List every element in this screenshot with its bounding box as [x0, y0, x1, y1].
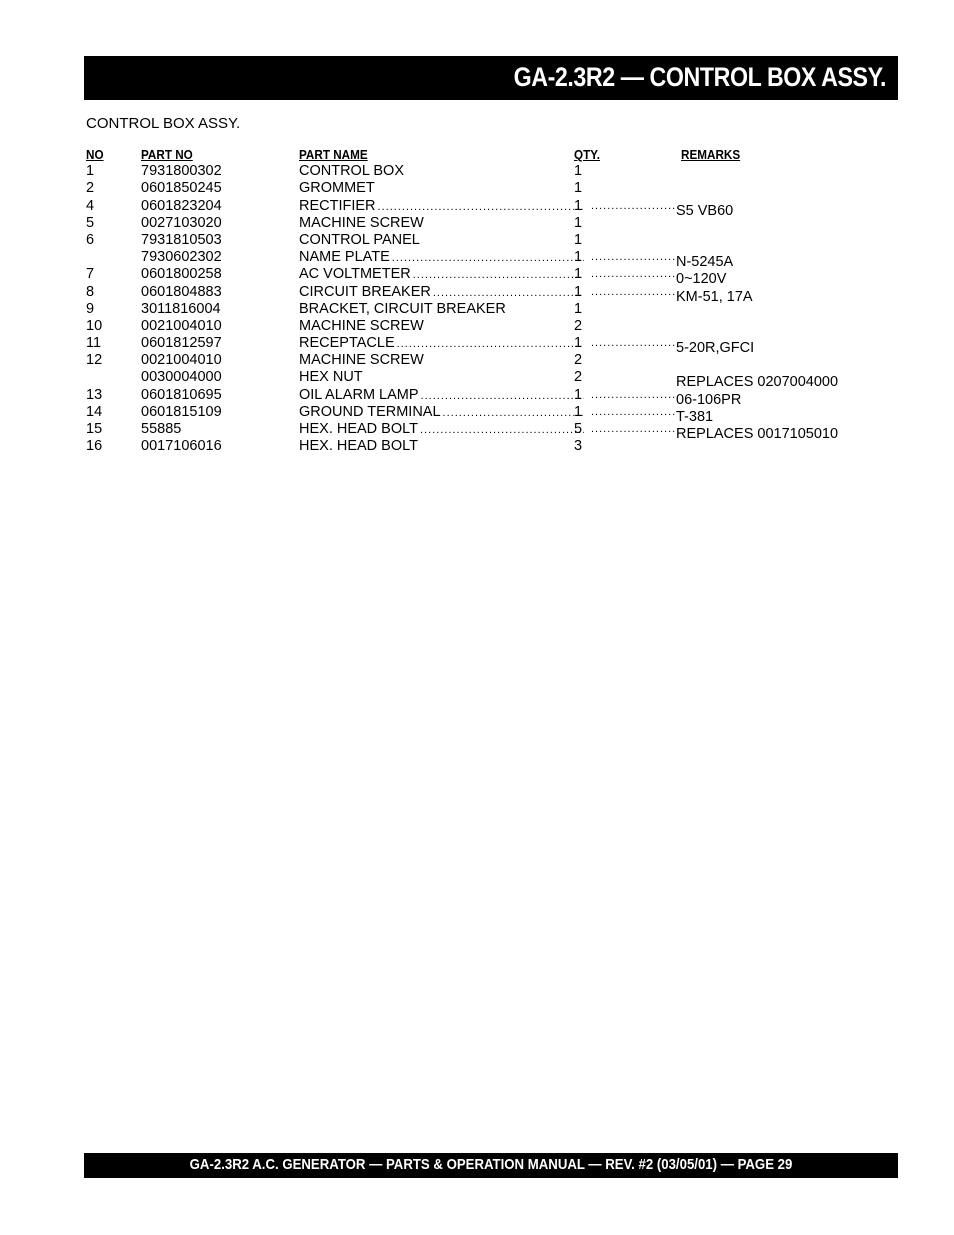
row-part-no: 0601823204 — [141, 197, 222, 214]
row-part-name-text: HEX. HEAD BOLT — [299, 421, 418, 437]
row-part-no: 0601804883 — [141, 283, 222, 300]
row-part-name-text: CONTROL BOX — [299, 163, 405, 180]
row-qty: 1 — [574, 335, 583, 352]
row-part-name — [299, 369, 584, 386]
row-part-name-text: HEX NUT — [299, 369, 363, 386]
row-remarks-text: REPLACES 0207004000 — [676, 374, 839, 391]
row-part-name — [299, 266, 584, 284]
row-qty: 2 — [574, 369, 583, 386]
row-qty: 1 — [574, 403, 583, 420]
row-part-name — [299, 335, 584, 353]
row-part-name — [299, 284, 584, 302]
table-row — [86, 283, 866, 305]
table-row — [86, 249, 866, 271]
row-part-name-text: HEX. HEAD BOLT — [299, 438, 418, 455]
row-part-name-text: CIRCUIT BREAKER — [299, 283, 431, 300]
dot-leader — [591, 284, 676, 301]
page-footer-text: GA-2.3R2 A.C. GENERATOR — PARTS & OPERATION MANUAL — REV. #2 (03/05/01) — PAGE 29 — [189, 1156, 793, 1173]
column-header-remarks: REMARKS — [681, 147, 741, 162]
dot-leader — [413, 267, 584, 284]
row-no: 8 — [86, 283, 95, 300]
row-part-no: 0601810695 — [141, 386, 222, 403]
dot-leader — [591, 249, 676, 266]
row-part-name-text: RECEPTACLE — [299, 335, 395, 352]
table-row — [86, 301, 866, 318]
dot-leader — [591, 404, 676, 421]
row-part-no: 0027103020 — [141, 214, 222, 231]
table-row — [86, 215, 866, 232]
row-remarks — [591, 438, 866, 460]
row-remarks-text: KM-51, 17A — [676, 288, 753, 305]
page-title: GA-2.3R2 — CONTROL BOX ASSY. — [513, 62, 886, 92]
table-row — [86, 266, 866, 288]
row-no: 12 — [86, 352, 103, 369]
row-no: 1 — [86, 163, 95, 180]
row-no: 4 — [86, 197, 95, 214]
table-body — [86, 163, 866, 455]
row-part-name — [299, 301, 584, 318]
table-row — [86, 180, 866, 197]
row-part-no: 7930602302 — [141, 249, 222, 266]
row-part-name-text: NAME PLATE — [299, 249, 390, 266]
row-remarks-text: 5-20R,GFCI — [676, 340, 755, 357]
row-part-name-text: MACHINE SCREW — [299, 317, 424, 334]
row-part-name — [299, 438, 584, 455]
row-part-no: 7931800302 — [141, 163, 222, 180]
dot-leader — [433, 285, 584, 302]
table-row — [86, 197, 866, 219]
row-no: 13 — [86, 386, 103, 403]
row-qty: 1 — [574, 266, 583, 283]
row-no: 7 — [86, 266, 95, 283]
dot-leader — [591, 198, 676, 215]
dot-leader — [591, 421, 676, 438]
row-remarks-text: REPLACES 0017105010 — [676, 426, 839, 443]
column-header-qty: QTY. — [574, 147, 601, 162]
table-row — [86, 163, 866, 180]
dot-leader — [443, 405, 584, 422]
row-part-no: 0601815109 — [141, 403, 222, 420]
row-qty: 3 — [574, 438, 583, 455]
dot-leader — [378, 199, 584, 216]
table-row — [86, 335, 866, 357]
row-qty: 2 — [574, 352, 583, 369]
row-qty: 1 — [574, 283, 583, 300]
row-remarks-text: T-381 — [676, 409, 714, 426]
row-part-name — [299, 387, 584, 405]
dot-leader — [421, 388, 584, 405]
row-qty: 1 — [574, 163, 583, 180]
row-part-name-text: CONTROL PANEL — [299, 231, 420, 248]
row-part-name-text: MACHINE SCREW — [299, 352, 424, 369]
row-no: 10 — [86, 317, 103, 334]
column-header-part-name: PART NAME — [299, 147, 368, 162]
table-row — [86, 369, 866, 391]
table-row — [86, 421, 866, 443]
row-no: 6 — [86, 231, 95, 248]
table-row — [86, 438, 866, 455]
column-header-no: NO — [86, 147, 104, 162]
row-part-no: 0601800258 — [141, 266, 222, 283]
row-part-name — [299, 215, 584, 232]
row-qty: 1 — [574, 231, 583, 248]
table-row — [86, 403, 866, 426]
row-remarks-text: 06-106PR — [676, 391, 742, 408]
row-part-name-text: OIL ALARM LAMP — [299, 386, 419, 403]
row-part-no: 0601850245 — [141, 180, 222, 197]
row-qty: 1 — [574, 386, 583, 403]
dot-leader — [591, 266, 676, 283]
row-part-name-text: AC VOLTMETER — [299, 266, 411, 283]
row-no: 11 — [86, 335, 102, 352]
row-part-no: 3011816004 — [141, 300, 221, 317]
row-remarks-text: S5 VB60 — [676, 202, 734, 219]
row-qty: 1 — [574, 300, 583, 317]
row-qty: 2 — [574, 317, 583, 334]
row-part-name — [299, 404, 584, 422]
row-qty: 1 — [574, 180, 583, 197]
row-no: 16 — [86, 438, 103, 455]
row-part-name-text: RECTIFIER — [299, 197, 376, 214]
row-part-name-text: GROMMET — [299, 180, 375, 197]
row-no: 2 — [86, 180, 95, 197]
row-no: 15 — [86, 421, 103, 437]
page-footer-bar — [84, 1153, 898, 1178]
table-header-row — [86, 146, 866, 163]
row-part-no: 0601812597 — [141, 335, 222, 352]
row-remarks-text: 0~120V — [676, 271, 727, 288]
table-row — [86, 386, 866, 408]
row-part-name-text: MACHINE SCREW — [299, 214, 424, 231]
row-qty: 1 — [574, 214, 583, 231]
row-no: 14 — [86, 403, 103, 420]
dot-leader — [420, 422, 584, 439]
table-row — [86, 232, 866, 249]
page-header-bar — [84, 56, 898, 100]
section-title: CONTROL BOX ASSY. — [86, 115, 241, 132]
row-part-name — [299, 249, 584, 267]
table-row — [86, 352, 866, 369]
dot-leader — [591, 335, 676, 352]
row-qty: 5 — [574, 421, 583, 437]
row-part-name — [299, 318, 584, 335]
table-row — [86, 318, 866, 335]
row-part-name — [299, 198, 584, 216]
row-no: 9 — [86, 300, 95, 317]
row-part-name-text: GROUND TERMINAL — [299, 403, 441, 420]
column-header-part-no: PART NO — [141, 147, 193, 162]
dot-leader — [591, 387, 676, 404]
row-part-no: 0021004010 — [141, 317, 222, 334]
row-part-name-text: BRACKET, CIRCUIT BREAKER — [299, 300, 506, 317]
row-part-name — [299, 421, 584, 439]
row-qty: 1 — [574, 249, 583, 266]
row-part-no: 0017106016 — [141, 438, 222, 455]
row-part-name — [299, 163, 584, 180]
row-part-no: 0030004000 — [141, 369, 222, 386]
row-part-name — [299, 352, 584, 369]
row-remarks-text: N-5245A — [676, 254, 734, 271]
parts-table — [86, 146, 866, 455]
row-part-name — [299, 232, 584, 249]
dot-leader — [397, 336, 584, 353]
row-no: 5 — [86, 214, 95, 231]
row-part-name — [299, 180, 584, 197]
row-qty: 1 — [574, 197, 583, 214]
row-part-no: 55885 — [141, 421, 182, 437]
dot-leader — [392, 250, 584, 267]
row-part-no: 0021004010 — [141, 352, 222, 369]
row-part-no: 7931810503 — [141, 231, 222, 248]
